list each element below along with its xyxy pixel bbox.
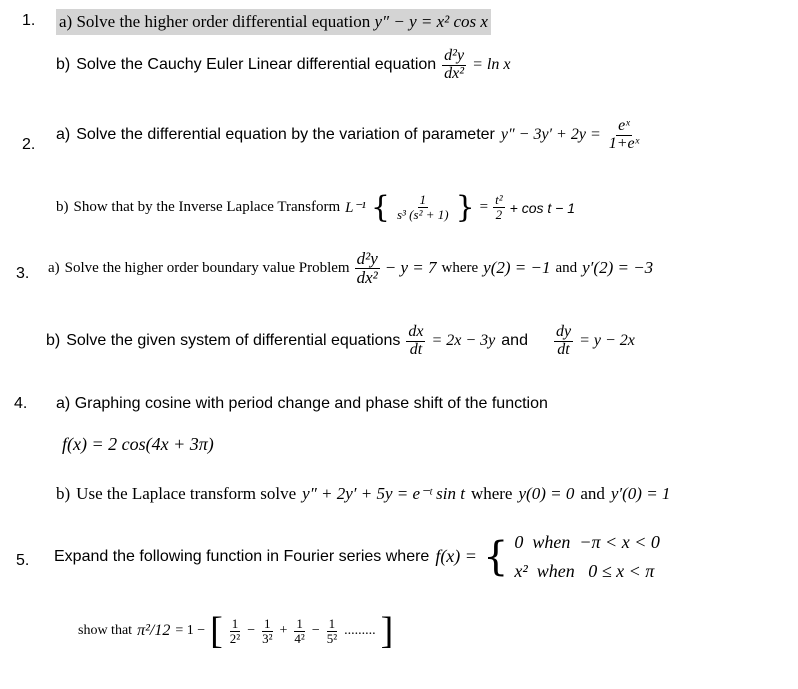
problem-2b: b) Show that by the Inverse Laplace Transform L⁻¹ { $\frac{1}{\text{s³ (s² + 1)}}$ } = $\frac{\text{t²}}{2}$ + cos t − 1 [56,190,576,225]
problem-1b: b) Solve the Cauchy Euler Linear differential equation $\frac{\text{d²y}}{\text{dx²}}$ = ln x [56,47,511,82]
problem-5: Expand the following function in Fourier series where f(x) = { 0 when −π < x < 0 x² when 0 ≤ x < π [54,532,660,581]
problem-number: 4. [14,395,28,412]
problem-number: 1. [22,12,36,29]
problem-4a-equation: f(x) = 2 cos(4x + 3π) [62,434,214,454]
problem-number: 2. [22,136,36,153]
problem-2a: a) Solve the differential equation by the variation of parameter y″ − 3y′ + 2y = $\frac{\text{eˣ}}{\text{1+eˣ}}$ [56,117,640,152]
problem-number: 5. [16,552,30,569]
problem-5-show: show that π²/12 = 1 − [ $\frac{1}{\text{2²}}$ − $\frac{1}{\text{3²}}$ + $\frac{1}{\text{4²}}$ − $\frac{1}{\text{5²}}$ ......... ] [78,610,394,652]
problem-3a: a) Solve the higher order boundary value Problem $\frac{\text{d²y}}{\text{dx²}}$ − y = 7 where y(2) = −1 and y′(2) = −3 [48,249,654,287]
problem-number: 3. [16,265,30,282]
problem-4b: b) Use the Laplace transform solve y″ + 2y′ + 5y = e⁻ᵗ sin t where y(0) = 0 and y′(0) = 1 [56,484,671,503]
problem-4a: a) Graphing cosine with period change and phase shift of the function [56,395,548,412]
problem-3b: b) Solve the given system of differential equations $\frac{dx}{dt}$ = 2x − 3y and $\frac{dy}{dt}$ = y − 2x [46,323,635,358]
problem-1a: a) Solve the higher order differential equation y″ − y = x² cos x [56,9,491,35]
